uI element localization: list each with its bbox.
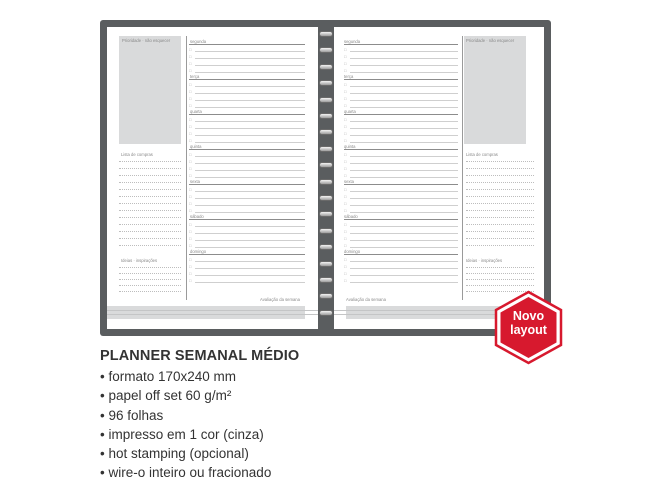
day-line	[195, 240, 305, 241]
review-line	[107, 314, 318, 315]
checkbox-icon: □	[344, 222, 347, 227]
day-label: quarta	[344, 109, 356, 114]
day-rule	[344, 44, 458, 45]
checkbox-icon: □	[344, 61, 347, 66]
checkbox-icon: □	[344, 54, 347, 59]
ideas-dotted-line	[466, 273, 534, 274]
product-title: PLANNER SEMANAL MÉDIO	[100, 348, 300, 364]
day-line	[195, 233, 305, 234]
list-dotted-line	[466, 175, 534, 176]
shopping-list-label: Lista de compras	[466, 152, 498, 157]
day-label: terça	[190, 74, 200, 79]
review-line	[107, 310, 318, 311]
binding-ring	[319, 162, 333, 168]
list-dotted-line	[119, 161, 181, 162]
day-line	[195, 170, 305, 171]
priority-panel	[119, 36, 181, 144]
checkbox-icon: □	[344, 208, 347, 213]
day-line	[195, 72, 305, 73]
list-dotted-line	[119, 182, 181, 183]
binding-ring	[319, 47, 333, 53]
day-line	[350, 51, 458, 52]
day-line	[195, 156, 305, 157]
column-divider	[462, 36, 463, 300]
checkbox-icon: □	[344, 264, 347, 269]
day-line	[195, 51, 305, 52]
priority-label: Prioridade · não esquecer	[122, 38, 171, 43]
list-dotted-line	[119, 175, 181, 176]
checkbox-icon: □	[189, 138, 192, 143]
spec-item: • papel off set 60 g/m²	[100, 386, 271, 405]
day-line	[195, 93, 305, 94]
day-line	[350, 198, 458, 199]
day-rule	[344, 219, 458, 220]
binding-ring	[319, 195, 333, 201]
list-dotted-line	[466, 217, 534, 218]
day-label: quinta	[344, 144, 356, 149]
checkbox-icon: □	[189, 152, 192, 157]
checkbox-icon: □	[189, 166, 192, 171]
checkbox-icon: □	[344, 278, 347, 283]
day-line	[350, 93, 458, 94]
shopping-list-label: Lista de compras	[121, 152, 153, 157]
day-line	[350, 163, 458, 164]
list-dotted-line	[466, 245, 534, 246]
day-line	[350, 240, 458, 241]
day-line	[195, 58, 305, 59]
day-line	[195, 261, 305, 262]
checkbox-icon: □	[189, 271, 192, 276]
day-line	[350, 268, 458, 269]
checkbox-icon: □	[344, 117, 347, 122]
day-line	[350, 156, 458, 157]
spec-item: • wire-o inteiro ou fracionado	[100, 463, 271, 482]
ideas-dotted-line	[119, 267, 181, 268]
day-line	[195, 212, 305, 213]
list-dotted-line	[466, 182, 534, 183]
day-line	[350, 226, 458, 227]
day-label: quarta	[190, 109, 202, 114]
day-line	[195, 191, 305, 192]
day-label: sexta	[344, 179, 355, 184]
checkbox-icon: □	[189, 222, 192, 227]
day-line	[350, 72, 458, 73]
checkbox-icon: □	[344, 152, 347, 157]
day-line	[350, 65, 458, 66]
day-rule	[189, 149, 305, 150]
list-dotted-line	[119, 210, 181, 211]
day-line	[350, 107, 458, 108]
checkbox-icon: □	[189, 243, 192, 248]
ideas-dotted-line	[466, 285, 534, 286]
binding-ring	[319, 179, 333, 185]
binding-ring	[319, 31, 333, 37]
day-line	[350, 100, 458, 101]
day-line	[350, 142, 458, 143]
spec-item: • 96 folhas	[100, 406, 271, 425]
list-dotted-line	[466, 231, 534, 232]
checkbox-icon: □	[189, 236, 192, 241]
ideas-label: Ideias · inspirações	[466, 258, 503, 263]
day-line	[350, 191, 458, 192]
checkbox-icon: □	[344, 68, 347, 73]
checkbox-icon: □	[344, 159, 347, 164]
binding-ring	[319, 113, 333, 119]
day-label: domingo	[190, 249, 207, 254]
binding-ring	[319, 97, 333, 103]
badge-text	[491, 309, 566, 337]
checkbox-icon: □	[189, 159, 192, 164]
day-rule	[189, 184, 305, 185]
list-dotted-line	[119, 245, 181, 246]
list-dotted-line	[119, 217, 181, 218]
checkbox-icon: □	[344, 131, 347, 136]
planner-right-page	[334, 27, 544, 329]
day-line	[350, 233, 458, 234]
checkbox-icon: □	[189, 257, 192, 262]
day-line	[350, 177, 458, 178]
ideas-dotted-line	[119, 291, 181, 292]
column-divider	[186, 36, 187, 300]
day-label: segunda	[344, 39, 361, 44]
checkbox-icon: □	[189, 194, 192, 199]
spec-item: • formato 170x240 mm	[100, 367, 271, 386]
day-line	[195, 107, 305, 108]
checkbox-icon: □	[344, 124, 347, 129]
ideas-dotted-line	[466, 279, 534, 280]
checkbox-icon: □	[344, 187, 347, 192]
day-rule	[189, 79, 305, 80]
day-line	[195, 282, 305, 283]
checkbox-icon: □	[344, 89, 347, 94]
checkbox-icon: □	[344, 271, 347, 276]
checkbox-icon: □	[189, 117, 192, 122]
binding-ring	[319, 277, 333, 283]
ideas-label: Ideias · inspirações	[121, 258, 158, 263]
checkbox-icon: □	[189, 208, 192, 213]
spec-item: • impresso em 1 cor (cinza)	[100, 425, 271, 444]
checkbox-icon: □	[189, 187, 192, 192]
checkbox-icon: □	[189, 173, 192, 178]
week-review-label: Avaliação da semana	[346, 297, 386, 302]
checkbox-icon: □	[189, 82, 192, 87]
badge-line-2: layout	[510, 323, 547, 337]
checkbox-icon: □	[344, 138, 347, 143]
list-dotted-line	[466, 168, 534, 169]
day-line	[350, 170, 458, 171]
day-line	[195, 177, 305, 178]
list-dotted-line	[466, 210, 534, 211]
day-label: segunda	[190, 39, 207, 44]
day-line	[350, 121, 458, 122]
day-line	[350, 128, 458, 129]
day-label: quinta	[190, 144, 202, 149]
day-label: domingo	[344, 249, 361, 254]
spec-list	[100, 367, 271, 483]
checkbox-icon: □	[189, 229, 192, 234]
checkbox-icon: □	[344, 96, 347, 101]
day-line	[350, 261, 458, 262]
checkbox-icon: □	[344, 236, 347, 241]
list-dotted-line	[466, 189, 534, 190]
day-line	[195, 275, 305, 276]
checkbox-icon: □	[344, 47, 347, 52]
checkbox-icon: □	[344, 166, 347, 171]
ideas-dotted-line	[119, 273, 181, 274]
ideas-dotted-line	[119, 279, 181, 280]
checkbox-icon: □	[189, 201, 192, 206]
binding-ring	[319, 310, 333, 316]
day-line	[195, 135, 305, 136]
binding-ring	[319, 244, 333, 250]
checkbox-icon: □	[189, 61, 192, 66]
list-dotted-line	[466, 161, 534, 162]
checkbox-icon: □	[189, 96, 192, 101]
ideas-dotted-line	[119, 285, 181, 286]
badge-line-1: Novo	[512, 309, 545, 323]
binding-ring	[319, 129, 333, 135]
binding-ring	[319, 80, 333, 86]
day-line	[350, 205, 458, 206]
list-dotted-line	[119, 203, 181, 204]
checkbox-icon: □	[189, 278, 192, 283]
day-rule	[344, 79, 458, 80]
day-label: sábado	[344, 214, 358, 219]
day-line	[195, 65, 305, 66]
day-line	[350, 212, 458, 213]
list-dotted-line	[119, 238, 181, 239]
wire-o-binding	[318, 27, 334, 327]
day-line	[195, 86, 305, 87]
day-line	[195, 268, 305, 269]
day-rule	[189, 114, 305, 115]
binding-ring	[319, 261, 333, 267]
binding-ring	[319, 146, 333, 152]
checkbox-icon: □	[189, 89, 192, 94]
checkbox-icon: □	[189, 54, 192, 59]
checkbox-icon: □	[344, 243, 347, 248]
week-review-label: Avaliação da semana	[260, 297, 300, 302]
day-rule	[189, 254, 305, 255]
list-dotted-line	[119, 168, 181, 169]
binding-ring	[319, 64, 333, 70]
day-line	[350, 58, 458, 59]
spec-item: • hot stamping (opcional)	[100, 444, 271, 463]
checkbox-icon: □	[344, 103, 347, 108]
day-line	[195, 142, 305, 143]
week-review-box	[107, 306, 305, 319]
checkbox-icon: □	[189, 124, 192, 129]
day-label: terça	[344, 74, 354, 79]
priority-label: Prioridade · não esquecer	[466, 38, 515, 43]
day-line	[195, 163, 305, 164]
list-dotted-line	[466, 224, 534, 225]
checkbox-icon: □	[344, 82, 347, 87]
checkbox-icon: □	[189, 103, 192, 108]
day-line	[350, 247, 458, 248]
list-dotted-line	[119, 189, 181, 190]
day-rule	[344, 254, 458, 255]
checkbox-icon: □	[344, 201, 347, 206]
binding-ring	[319, 293, 333, 299]
ideas-dotted-line	[466, 267, 534, 268]
day-line	[195, 121, 305, 122]
binding-ring	[319, 211, 333, 217]
checkbox-icon: □	[344, 173, 347, 178]
checkbox-icon: □	[344, 257, 347, 262]
list-dotted-line	[466, 196, 534, 197]
list-dotted-line	[119, 224, 181, 225]
day-line	[195, 205, 305, 206]
checkbox-icon: □	[344, 229, 347, 234]
day-line	[195, 100, 305, 101]
day-line	[195, 198, 305, 199]
list-dotted-line	[466, 203, 534, 204]
list-dotted-line	[119, 196, 181, 197]
day-label: sexta	[190, 179, 201, 184]
checkbox-icon: □	[189, 131, 192, 136]
day-label: sábado	[190, 214, 204, 219]
day-rule	[344, 114, 458, 115]
day-line	[195, 226, 305, 227]
day-rule	[344, 184, 458, 185]
planner-left-page	[107, 27, 318, 329]
list-dotted-line	[119, 231, 181, 232]
checkbox-icon: □	[189, 47, 192, 52]
checkbox-icon: □	[189, 264, 192, 269]
day-line	[350, 275, 458, 276]
day-rule	[344, 149, 458, 150]
day-line	[350, 282, 458, 283]
binding-ring	[319, 228, 333, 234]
checkbox-icon: □	[189, 68, 192, 73]
day-rule	[189, 219, 305, 220]
day-line	[195, 128, 305, 129]
day-line	[195, 247, 305, 248]
day-line	[350, 86, 458, 87]
list-dotted-line	[466, 238, 534, 239]
day-rule	[189, 44, 305, 45]
day-line	[350, 135, 458, 136]
priority-panel	[464, 36, 526, 144]
checkbox-icon: □	[344, 194, 347, 199]
